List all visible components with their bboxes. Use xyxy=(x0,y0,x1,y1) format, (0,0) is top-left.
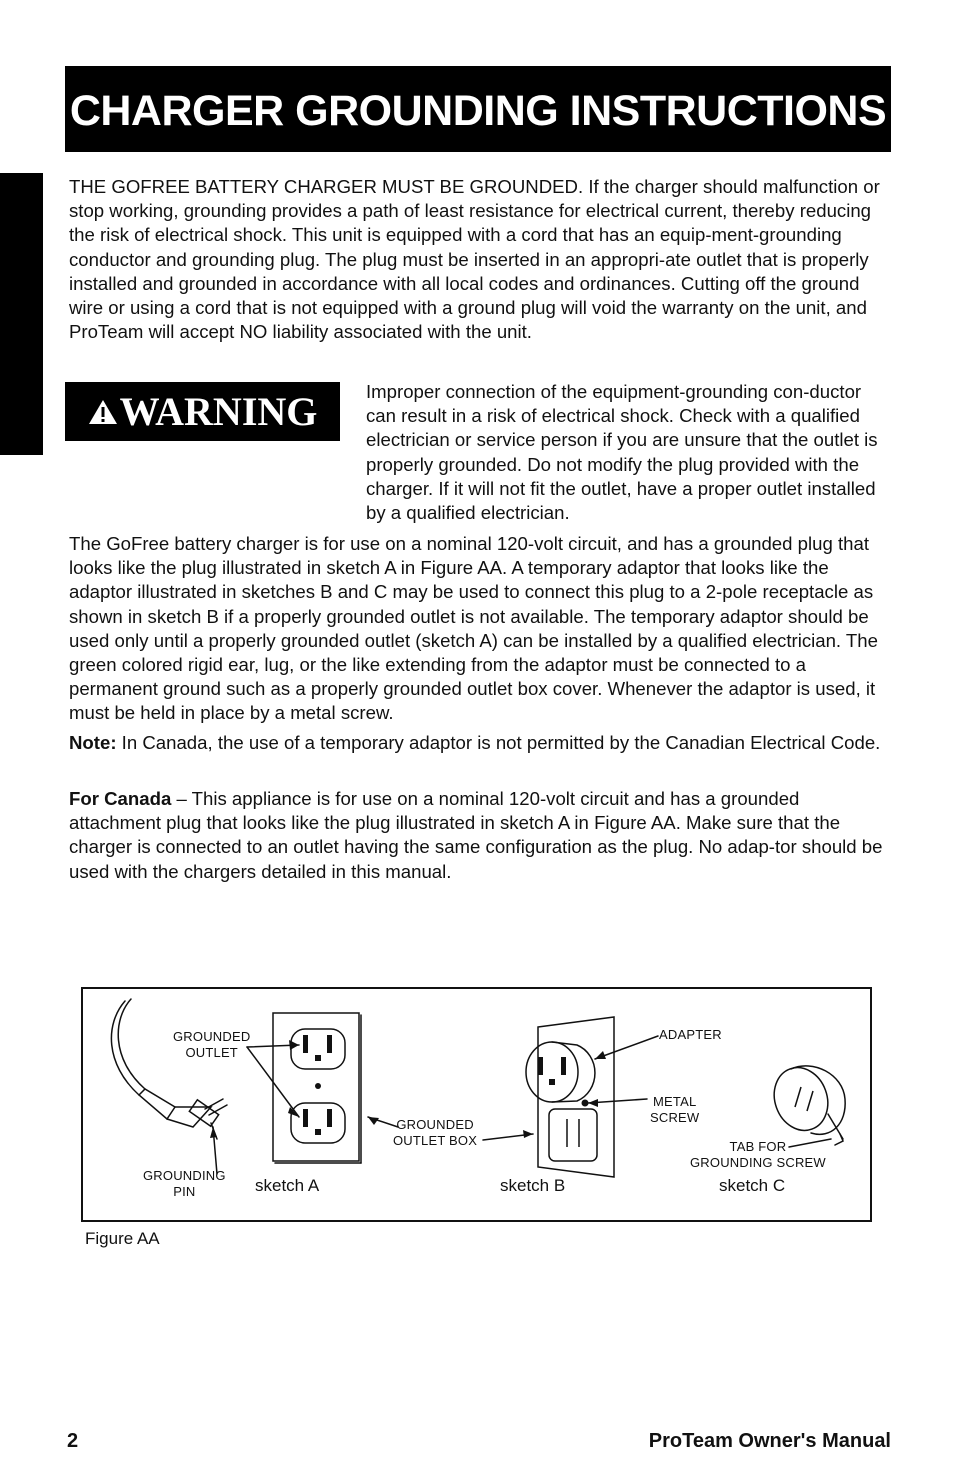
sketch-c-label: sketch C xyxy=(719,1176,786,1195)
grounding-pin-label xyxy=(143,1168,226,1200)
warning-badge xyxy=(65,382,340,441)
grounded-outlet-box-label xyxy=(393,1117,477,1149)
label-line: PIN xyxy=(173,1184,196,1199)
warning-triangle-icon xyxy=(88,398,118,426)
label-line: TAB FOR xyxy=(729,1139,787,1154)
label-line: METAL xyxy=(653,1094,697,1109)
note-text: In Canada, the use of a temporary adaptor is not permitted by the Canadian Electrical Code. xyxy=(116,732,881,753)
figure-aa xyxy=(81,987,872,1222)
figure-caption: Figure AA xyxy=(85,1229,160,1248)
tab-for-grounding-screw-label xyxy=(690,1139,826,1171)
label-line: GROUNDING xyxy=(143,1168,226,1183)
note-paragraph xyxy=(69,731,889,755)
warning-text: Improper connection of the equipment-grounding con-ductor can result in a risk of electrical shock. Check with a qualified electrician or service person if you are unsure that the outlet is properly grounded. Do not modify the plug provided with the charger. If it will not fit the outlet, have a proper outlet installed by a qualified electrician. xyxy=(366,381,878,524)
sketch-b-label: sketch B xyxy=(500,1176,566,1195)
grounded-outlet-label xyxy=(173,1029,250,1061)
label-line: GROUNDED xyxy=(396,1117,474,1132)
label-line: OUTLET xyxy=(185,1045,238,1060)
section-tab xyxy=(0,173,43,455)
canada-paragraph xyxy=(69,787,889,884)
label-line: GROUNDING SCREW xyxy=(690,1155,826,1170)
adapter-label: ADAPTER xyxy=(659,1027,722,1042)
intro-paragraph: THE GOFREE BATTERY CHARGER MUST BE GROUNDED. If the charger should malfunction or stop working, grounding provides a path of least resistance for electrical current, thereby reducing the risk of electrical shock. This unit is equipped with a cord that has an equip-ment-grounding conductor and grounding plug. The plug must be inserted in an appropri-ate outlet that is properly installed and grounded in accordance with all local codes and ordinances. Cutting off the ground wire or using a cord that is not equipped with a ground plug will void the warranty on the unit, and ProTeam will accept NO liability associated with the unit. xyxy=(69,176,880,343)
body-paragraph: The GoFree battery charger is for use on a nominal 120-volt circuit, and has a grounded plug that looks like the plug illustrated in sketch A in Figure AA. A temporary adaptor that looks like the adaptor illustrated in sketches B and C may be used to connect this plug to a 2-pole receptacle as shown in sketch B if a properly grounded outlet is not available. The temporary adaptor should be used only until a properly grounded outlet (sketch A) can be installed by a qualified electrician. The green colored rigid ear, lug, or the like extending from the adaptor must be connected to a permanent ground such as a properly grounded outlet box cover. Whenever the adaptor is used, it must be held in place by a metal screw. xyxy=(69,533,878,724)
adapter-outlet-illustration xyxy=(526,1017,614,1177)
warning-label: WARNING xyxy=(119,389,318,434)
canada-label: For Canada xyxy=(69,788,172,809)
page-number: 2 xyxy=(67,1430,79,1452)
adapter-closeup-illustration xyxy=(766,1060,846,1145)
grounded-plug-illustration xyxy=(111,999,227,1139)
metal-screw-label xyxy=(650,1094,699,1126)
label-line: OUTLET BOX xyxy=(393,1133,478,1148)
label-line: SCREW xyxy=(650,1110,700,1125)
manual-title: ProTeam Owner's Manual xyxy=(648,1430,891,1452)
note-label: Note: xyxy=(69,732,117,753)
page-title: CHARGER GROUNDING INSTRUCTIONS xyxy=(65,66,891,152)
canada-text: – This appliance is for use on a nominal 120-volt circuit and has a grounded attachment plug that looks like the plug illustrated in sketch A in Figure AA. Make sure that the charger is connected to an outlet having the same configuration as the plug. No adap-tor should be used with the chargers detailed in this manual. xyxy=(69,788,883,882)
sketch-a-label: sketch A xyxy=(255,1176,320,1195)
label-line: GROUNDED xyxy=(173,1029,251,1044)
